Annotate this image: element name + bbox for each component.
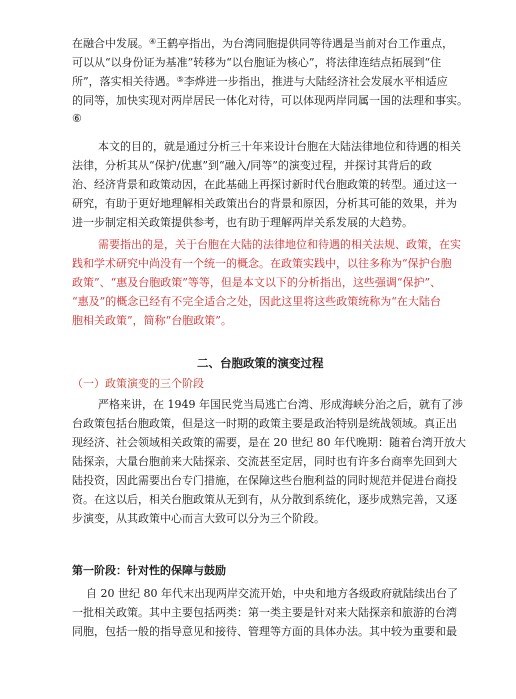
paragraph-line: 可以从“以身份证为基准”转移为“以台胞证为核心”，将法律连结点拓展到“住	[72, 56, 442, 69]
section-heading: 二、台胞政策的演变过程	[197, 356, 324, 370]
paragraph-line: 治、经济背景和政策动因，在此基础上再探讨新时代台胞政策的转型。通过这一	[72, 178, 457, 191]
highlighted-line: “惠及”的概念已经有不完全适合之处，因此这里将这些政策统称为“在大陆台	[72, 295, 441, 308]
footnote-mark[interactable]: ⑥	[72, 112, 82, 125]
paragraph-line: 一批相关政策。其中主要包括两类：第一类主要是针对来大陆探亲和旅游的台湾	[72, 606, 457, 619]
paragraph-line: 陆探亲，大量台胞前来大陆探亲、交流甚至定居，同时也有许多台商率先回到大	[72, 455, 457, 468]
paragraph-line: 本文的目的，就是通过分析三十年来设计台胞在大陆法律地位和待遇的相关	[98, 140, 461, 153]
paragraph-line: 陆投资，因此需要出台专门措施，在保障这些台胞利益的同时规范并促进台商投	[72, 474, 457, 487]
highlighted-line: 政策”、“惠及台胞政策”等等，但是本文以下的分析指出，这些强调“保护”、	[72, 276, 442, 289]
paragraph-line: 研究，有助于更好地理解相关政策出台的背景和原因，分析其可能的效果，并为	[72, 197, 457, 210]
paragraph-line: 自 20 世纪 80 年代末出现两岸交流开始，中央和地方各级政府就陆续出台了	[86, 587, 458, 600]
paragraph-line: 的同等，加快实现对两岸居民一体化对待，可以体现两岸同属一国的法理和事实。	[72, 94, 468, 107]
paragraph-line: 台政策包括台胞政策，但是这一时期的政策主要是政治特别是统战领域。真正出	[72, 417, 457, 430]
paragraph-line: 在融合中发展。④王鹤亭指出，为台湾同胞提供同等待遇是当前对台工作重点，	[72, 37, 454, 50]
paragraph-line: 资。在这以后，相关台胞政策从无到有，从分散到系统化，逐步成熟完善，又逐	[72, 493, 457, 506]
footnote-mark[interactable]: ⑤	[176, 75, 184, 84]
paragraph-line: 现经济、社会领域相关政策的需要，是在 20 世纪 80 年代晚期：随着台湾开放大	[72, 436, 466, 449]
highlighted-line: 践和学术研究中尚没有一个统一的概念。在政策实践中，以往多称为“保护台胞	[72, 257, 452, 270]
stage-heading: 第一阶段：针对性的保障与鼓励	[72, 564, 226, 577]
paragraph-line: 同胞，包括一般的指导意见和接待、管理等方面的具体办法。其中较为重要和最	[72, 625, 457, 638]
paragraph-line: 步演变，从其政策中心而言大致可以分为三个阶段。	[72, 512, 325, 525]
subsection-heading: （一）政策演变的三个阶段	[72, 377, 204, 390]
paragraph-line: 进一步制定相关政策提供参考，也有助于理解两岸关系发展的大趋势。	[72, 216, 413, 229]
paragraph-line: 所”，落实相关待遇。⑤李烨进一步指出，推进与大陆经济社会发展水平相适应	[72, 75, 448, 88]
paragraph-line: 严格来讲，在 1949 年国民党当局逃亡台湾、形成海峡分治之后，就有了涉	[98, 398, 463, 411]
footnote-mark[interactable]: ④	[149, 37, 157, 46]
highlighted-line: 需要指出的是，关于台胞在大陆的法律地位和待遇的相关法规、政策，在实	[98, 238, 461, 251]
paragraph-line: 法律，分析其从“保护/优惠”到“融入/同等”的演变过程，并探讨其背后的政	[72, 159, 432, 172]
highlighted-line: 胞相关政策”，简称“台胞政策”。	[72, 314, 232, 327]
